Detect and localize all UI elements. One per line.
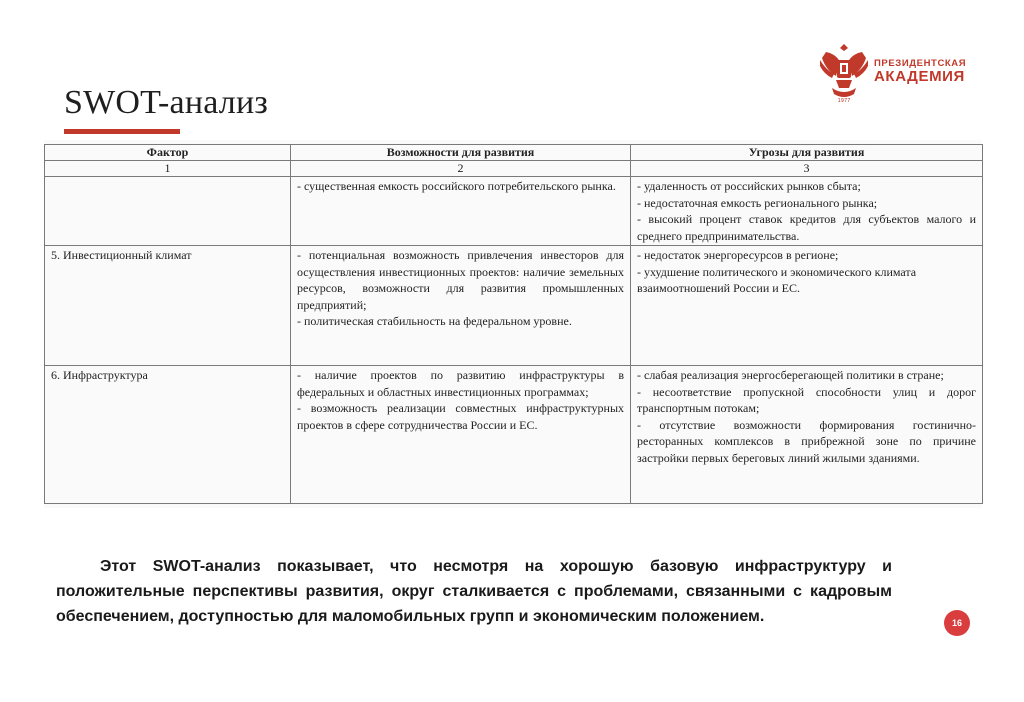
factor-cell (45, 177, 291, 246)
threats-cell (631, 246, 983, 366)
threat-item: - высокий процент ставок кредитов для субъектов малого и среднего предпринимательства. (637, 212, 976, 243)
threat-item: - недостаточная емкость регионального рынка; (637, 195, 878, 210)
opportunity-item: - существенная емкость российского потребительского рынка. (297, 179, 616, 193)
opportunities-cell (291, 177, 631, 246)
threats-cell (631, 177, 983, 246)
threat-item: - ухудшение политического и экономического климата (637, 264, 917, 279)
threat-item: - несоответствие пропускной способности улиц и дорог транспортным потокам; (637, 384, 976, 415)
slide-title: SWOT-анализ (64, 84, 268, 121)
header-factor: Фактор (45, 145, 291, 161)
title-underline (64, 129, 180, 134)
summary-paragraph: Этот SWOT-анализ показывает, что несмотря на хорошую базовую инфраструктуру и положительные перспективы развития, округ сталкивается с проблемами, связанными с кадровым обеспечением, доступностью для маломобильных групп и экономическим положением. (56, 558, 892, 625)
header-threats: Угрозы для развития (631, 145, 983, 161)
table-number-row (45, 161, 983, 177)
academy-logo (818, 38, 978, 104)
table-header-row (45, 145, 983, 161)
opportunity-item: - потенциальная возможность привлечения инвесторов для осуществления инвестиционных проектов: наличие земельных ресурсов, возможности для развития промышленных предприятий; (297, 248, 624, 312)
logo-text-line2: АКАДЕМИЯ (874, 68, 965, 85)
swot-table-image (44, 140, 982, 508)
page-number-badge: 16 (944, 610, 970, 636)
header-opportunities: Возможности для развития (291, 145, 631, 161)
opportunity-item: - возможность реализации совместных инфраструктурных проектов в сфере сотрудничества России и ЕС. (297, 401, 624, 432)
threat-item: взаимоотношений России и ЕС. (637, 281, 801, 295)
threat-item: - отсутствие возможности формирования гостинично-ресторанных комплексов в прибрежной зоне по причине застройки первых береговых линий жилыми зданиями. (637, 417, 976, 465)
factor-cell: 5. Инвестиционный климат (45, 246, 291, 366)
threat-item: - недостаток энергоресурсов в регионе; (637, 248, 839, 262)
column-number: 1 (45, 161, 291, 177)
swot-table (44, 144, 983, 504)
table-row (45, 177, 983, 246)
opportunities-cell (291, 246, 631, 366)
eagle-emblem-icon (818, 38, 870, 104)
threats-cell (631, 366, 983, 504)
column-number: 2 (291, 161, 631, 177)
threat-item: - удаленность от российских рынков сбыта; (637, 179, 861, 193)
column-number: 3 (631, 161, 983, 177)
threat-item: - слабая реализация энергосберегающей политики в стране; (637, 368, 944, 382)
opportunities-cell (291, 366, 631, 504)
opportunity-item: - наличие проектов по развитию инфраструктуры в федеральных и областных инвестиционных программах; (297, 368, 624, 399)
logo-text-line1: ПРЕЗИДЕНТСКАЯ (874, 58, 967, 69)
factor-cell: 6. Инфраструктура (45, 366, 291, 504)
svg-text:1977: 1977 (837, 98, 851, 104)
table-row (45, 246, 983, 366)
table-row (45, 366, 983, 504)
opportunity-item: - политическая стабильность на федеральном уровне. (297, 314, 572, 328)
